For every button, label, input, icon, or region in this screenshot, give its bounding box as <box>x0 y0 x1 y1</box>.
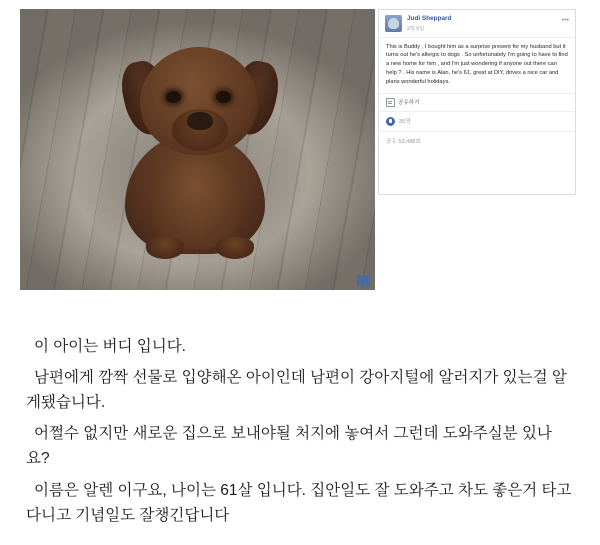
caption-line: 어쩔수 없지만 새로운 집으로 보내야될 처지에 놓여서 그런데 도와주실분 있나요? <box>26 425 552 468</box>
more-options-icon[interactable]: ••• <box>561 17 569 24</box>
puppy-paw-left <box>146 237 184 259</box>
puppy-paw-right <box>216 237 254 259</box>
post-author-name[interactable]: Judi Sheppard <box>407 15 452 22</box>
thumbs-up-icon <box>386 117 395 126</box>
caption-line: 이 아이는 버디 입니다. <box>34 338 186 355</box>
puppy-photo <box>20 9 375 290</box>
post-header <box>379 10 575 38</box>
post-author-block <box>407 15 451 33</box>
share-icon <box>386 98 395 107</box>
card-bottom-space <box>379 150 575 158</box>
watermark-icon <box>357 275 370 286</box>
share-button[interactable] <box>379 93 575 111</box>
caption-line: 이름은 알렌 이구요, 나이는 61살 입니다. 집안일도 잘 도와주고 차도 좋은거 타고다니고 기념일도 잘챙긴답니다 <box>26 481 572 524</box>
post-body-text: This is Buddy , I bought him as a surprise present for my husband but it turns out he's allergic to dogs . So unfortunately I'm going to have to find a new home for him , and I'm just wondering if anyone out there can help ? . His name is Alan, he's 61, great at DIY, drives a nice car and plans wonderful holidays. <box>386 43 568 85</box>
likes-count: 35명 <box>399 119 411 126</box>
puppy-chest <box>148 159 244 249</box>
likes-row[interactable] <box>379 111 575 131</box>
shares-count: 공유 53,496회 <box>386 138 421 145</box>
post-timestamp: 2일 6일 <box>407 25 425 32</box>
shares-row <box>379 131 575 150</box>
photo-background <box>20 9 375 290</box>
share-label: 공유하기 <box>398 100 420 107</box>
korean-caption-block <box>0 300 600 545</box>
caption-line: 남편에게 깜짝 선물로 입양해온 아이인데 남편이 강아지털에 알러지가 있는걸 알게됐습니다. <box>26 369 567 412</box>
puppy-eye-right <box>216 91 231 103</box>
puppy-nose <box>187 112 213 130</box>
puppy-eye-left <box>166 91 181 103</box>
avatar <box>385 15 402 32</box>
facebook-post-card <box>378 9 576 195</box>
